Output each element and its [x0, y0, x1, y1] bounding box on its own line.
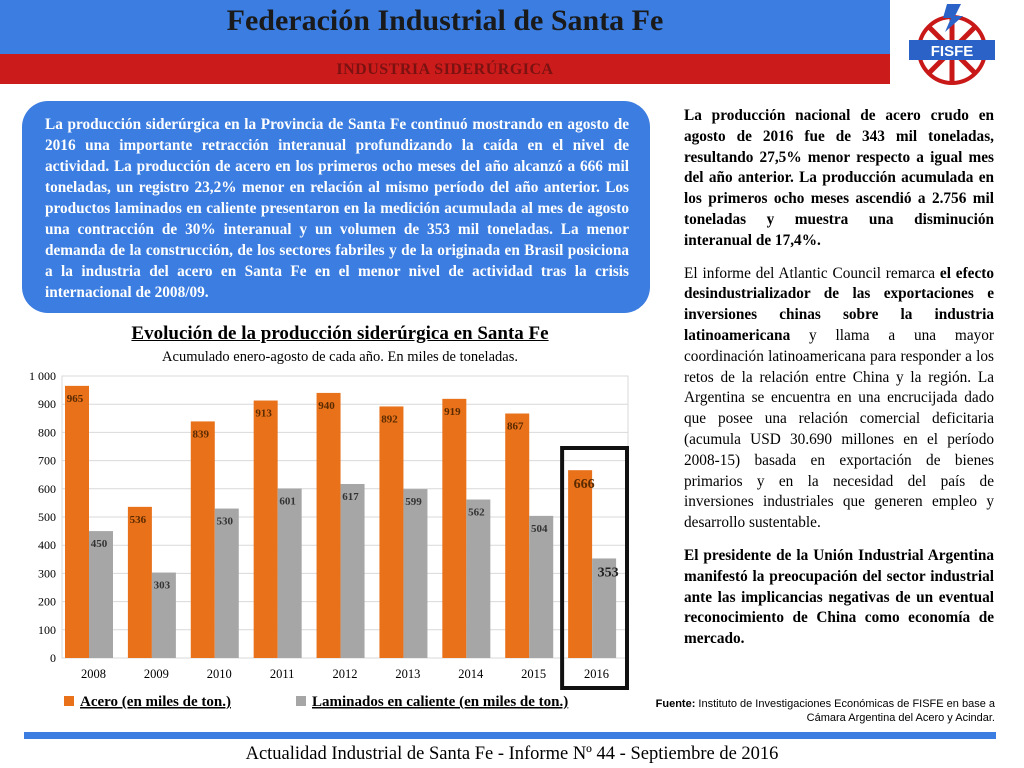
- x-tick-label: 2009: [143, 667, 169, 681]
- data-label: 617: [342, 491, 359, 504]
- uia-paragraph: El presidente de la Unión Industrial Argentina manifestó la preocupación del sector industrial ante las implicancias negativas de un eventual reconocimiento de China como economía de mercado.: [684, 546, 994, 648]
- source-note: [640, 697, 995, 725]
- footer-text: Actualidad Industrial de Santa Fe - Informe Nº 44 - Septiembre de 2016: [245, 744, 779, 764]
- fisfe-logo: [897, 0, 1007, 92]
- data-label: 450: [90, 538, 108, 551]
- source-line-2: Cámara Argentina del Acero y Acindar.: [806, 712, 995, 724]
- data-label: 530: [216, 515, 234, 528]
- data-label: 504: [530, 522, 548, 535]
- paragraph-emphasis: el efecto desindustrializador de las exportaciones e inversiones chinas sobre la industria latinoamericana: [684, 264, 994, 344]
- legend-laminados: Laminados en caliente (en miles de ton.): [312, 694, 569, 710]
- x-tick-label: 2008: [80, 667, 106, 681]
- data-label: 303: [153, 579, 171, 592]
- chart-subtitle: Acumulado enero-agosto de cada año. En miles de toneladas.: [162, 349, 518, 365]
- legend-acero: Acero (en miles de ton.): [80, 694, 231, 710]
- data-label: 599: [405, 496, 422, 509]
- y-tick-label: 600: [38, 481, 56, 496]
- bar-acero: [568, 470, 592, 658]
- y-tick-label: 1 000: [29, 369, 56, 383]
- data-label: 892: [381, 413, 398, 426]
- x-tick-label: 2014: [458, 667, 484, 681]
- x-axis-ticks: [81, 667, 609, 681]
- x-tick-label: 2011: [269, 667, 295, 681]
- y-axis-ticks: [29, 369, 56, 665]
- bar-laminados: [403, 489, 427, 658]
- data-label: 353: [597, 565, 619, 581]
- footer-bar: [24, 732, 996, 739]
- data-label: 867: [506, 420, 524, 433]
- x-tick-label: 2015: [521, 667, 547, 681]
- chart-title: Evolución de la producción siderúrgica en Santa Fe: [131, 323, 549, 344]
- summary-text: La producción siderúrgica en la Provincia de Santa Fe continuó mostrando en agosto de 2016 una importante retracción interanual profundizando la caída en el nivel de actividad. La producción de acero en los primeros ocho meses del año alcanzó a 666 mil toneladas, un registro 23,2% menor en relación al mismo período del año anterior. Los productos laminados en caliente presentaron en la medición acumulada al mes de agosto una contracción de 30% interanual y un volumen de 353 mil toneladas. La menor demanda de la construcción, de los sectores fabriles y de la originada en Brasil posiciona a la industria del acero en Santa Fe en el menor nivel de actividad tras la crisis internacional de 2008/09.: [45, 116, 629, 301]
- legend-laminados-swatch: [296, 696, 306, 706]
- data-label: 913: [255, 407, 272, 420]
- data-label: 666: [573, 477, 595, 493]
- right-column: [684, 106, 994, 662]
- data-label: 965: [66, 392, 84, 405]
- bar-laminados: [341, 484, 365, 658]
- data-label: 839: [192, 428, 210, 441]
- bar-acero: [128, 507, 152, 658]
- y-tick-label: 400: [38, 538, 56, 553]
- y-tick-label: 300: [38, 566, 56, 581]
- logo-text: FISFE: [930, 43, 974, 60]
- bar-acero: [254, 401, 278, 658]
- national-production-paragraph: La producción nacional de acero crudo en agosto de 2016 fue de 343 mil toneladas, resultando 27,5% menor respecto a igual mes del año anterior. La producción acumulada en los primeros ocho meses ascendió a 2.756 mil toneladas y muestra una disminución interanual de 17,4%.: [684, 107, 994, 249]
- y-tick-label: 900: [38, 397, 56, 412]
- paragraph-text: y llama a una mayor coordinación latinoamericana para responder a los retos de la relación entre China y la región. La Argentina se encuentra en una encrucijada dado que posee una relación comercial deficitaria (acumula USD 30.690 millones en el período 2008-15) basada en exportación de bienes primarios y en la necesidad del país de inversiones industriales que generen empleo y desarrollo sustentable.: [684, 326, 994, 532]
- bar-laminados: [215, 509, 239, 658]
- y-tick-label: 200: [38, 594, 56, 609]
- x-tick-label: 2010: [206, 667, 232, 681]
- bar-acero: [191, 421, 215, 658]
- data-label: 536: [129, 513, 147, 526]
- y-tick-label: 500: [38, 510, 56, 524]
- bar-laminados: [466, 500, 490, 658]
- y-tick-label: 100: [38, 622, 56, 637]
- y-tick-label: 800: [38, 425, 56, 440]
- x-tick-label: 2013: [395, 667, 421, 681]
- source-label: Fuente:: [655, 698, 696, 710]
- paragraph-text: El informe del Atlantic Council remarca: [684, 264, 940, 282]
- chart-legend: [64, 694, 568, 710]
- data-label: 940: [318, 399, 335, 412]
- x-tick-label: 2016: [584, 667, 610, 681]
- section-title: INDUSTRIA SIDERÚRGICA: [336, 61, 554, 78]
- data-label: 562: [468, 506, 485, 519]
- data-label: 919: [444, 405, 461, 418]
- bar-acero: [65, 386, 89, 658]
- chart-bars: [65, 386, 627, 688]
- atlantic-council-paragraph: [684, 264, 994, 534]
- legend-acero-swatch: [64, 696, 74, 706]
- bar-laminados: [278, 489, 302, 658]
- x-tick-label: 2012: [332, 667, 358, 681]
- page-title: Federación Industrial de Santa Fe: [226, 4, 664, 37]
- source-line-1: Instituto de Investigaciones Económicas de FISFE en base a: [695, 698, 995, 710]
- y-tick-label: 0: [50, 651, 56, 665]
- bar-laminados: [89, 531, 113, 658]
- bar-acero: [317, 393, 341, 658]
- production-chart: [0, 360, 640, 720]
- bar-acero: [505, 414, 529, 658]
- y-tick-label: 700: [38, 453, 56, 468]
- bar-acero: [379, 406, 403, 658]
- bar-laminados: [529, 516, 553, 658]
- data-label: 601: [279, 495, 296, 508]
- bar-acero: [442, 399, 466, 658]
